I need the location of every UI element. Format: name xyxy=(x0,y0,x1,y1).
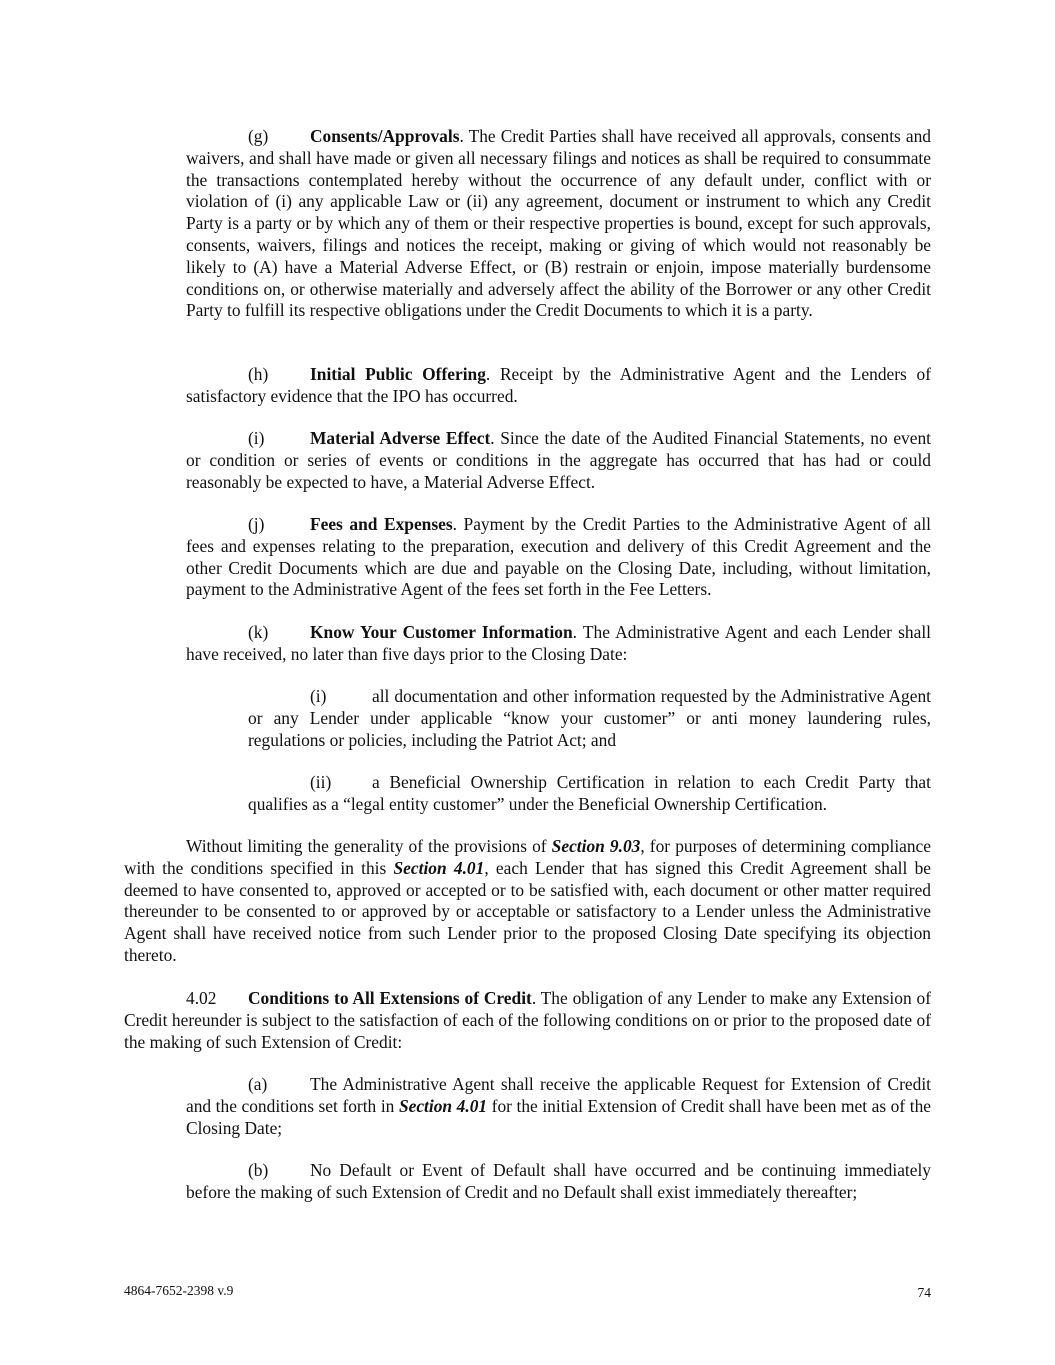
paragraph-heading: Know Your Customer Information xyxy=(310,622,573,642)
section-reference: Section 4.01 xyxy=(398,1095,488,1116)
paragraph-text: . The Credit Parties shall have received all approvals, consents and waivers, and shall have made or given all necessary filings and notices as shall be required to consummate the transactions contemplated hereby without the occurrence of any default under, conflict with or violation of (i) any applicable Law or (ii) any agreement, document or instrument to which any Credit Party is a party or by which any of them or their respective properties is bound, except for such approvals, consents, waivers, filings and notices the receipt, making or giving of which would not reasonably be likely to (A) have a Material Adverse Effect, or (B) restrain or enjoin, impose materially burdensome conditions on, or otherwise materially and adversely affect the ability of the Borrower or any other Credit Party to fulfill its respective obligations under the Credit Documents to which it is a party. xyxy=(186,126,931,321)
paragraph-closing xyxy=(124,836,931,967)
paragraph-heading: Material Adverse Effect xyxy=(310,428,491,448)
paragraph-a xyxy=(186,1074,931,1139)
paragraph-k-ii xyxy=(248,772,931,816)
paragraph-heading: Fees and Expenses xyxy=(310,514,453,534)
paragraph-label: (g) xyxy=(248,126,269,146)
section-reference: Section 4.01 xyxy=(393,857,485,878)
paragraph-text: for the initial Extension of Credit shall have been met as of the Closing Date; xyxy=(186,1095,931,1138)
paragraph-label: (j) xyxy=(248,514,265,534)
paragraph-label: (i) xyxy=(310,686,327,706)
paragraph-label: (h) xyxy=(248,364,269,384)
paragraph-text: , each Lender that has signed this Credit Agreement shall be deemed to have consented to, approved or accepted or to be satisfied with, each document or other matter required thereunder to be consented to or approved by or acceptable or satisfactory to a Lender unless the Administrative Agent shall have received notice from such Lender prior to the proposed Closing Date specifying its objection thereto. xyxy=(124,857,932,965)
paragraph-label: (i) xyxy=(248,428,265,448)
paragraph-text: . Payment by the Credit Parties to the Administrative Agent of all fees and expenses relating to the preparation, execution and delivery of this Credit Agreement and the other Credit Documents which are due and payable on the Closing Date, including, without limitation, payment to the Administrative Agent of the fees set forth in the Fee Letters. xyxy=(186,514,931,600)
paragraph-text: Without limiting the generality of the provisions of xyxy=(186,836,552,856)
section-4-02 xyxy=(124,988,931,1053)
paragraph-k-i xyxy=(248,686,931,751)
paragraph-label: (k) xyxy=(248,622,269,642)
paragraph-text: The Administrative Agent shall receive the applicable Request for Extension of Credit and the conditions set forth in xyxy=(186,1074,931,1116)
paragraph-h xyxy=(186,364,931,408)
section-reference: Section 9.03 xyxy=(551,836,641,856)
paragraph-text: . Receipt by the Administrative Agent and the Lenders of satisfactory evidence that the IPO has occurred. xyxy=(186,364,931,406)
paragraph-j xyxy=(186,514,931,601)
paragraph-label: (b) xyxy=(248,1160,269,1180)
paragraph-label: (a) xyxy=(248,1074,268,1094)
paragraph-text: , for purposes of determining compliance with the conditions specified in this xyxy=(124,836,931,878)
paragraph-k xyxy=(186,622,931,666)
paragraph-heading: Consents/Approvals xyxy=(310,126,460,146)
paragraph-text: . Since the date of the Audited Financial Statements, no event or condition or series of events or conditions in the aggregate has occurred that has had or could reasonably be expected to have, a Material Adverse Effect. xyxy=(186,428,931,492)
footer-document-id: 4864-7652-2398 v.9 xyxy=(124,1283,234,1298)
paragraph-text: a Beneficial Ownership Certification in relation to each Credit Party that qualifies as a “legal entity customer” under the Beneficial Ownership Certification. xyxy=(248,772,931,814)
paragraph-text: No Default or Event of Default shall have occurred and be continuing immediately before the making of such Extension of Credit and no Default shall exist immediately thereafter; xyxy=(186,1160,931,1202)
paragraph-text: . The obligation of any Lender to make any Extension of Credit hereunder is subject to the satisfaction of each of the following conditions on or prior to the proposed date of the making of such Extension of Credit: xyxy=(124,988,931,1052)
paragraph-label: (ii) xyxy=(310,772,332,792)
section-number: 4.02 xyxy=(186,988,217,1008)
paragraph-heading: Initial Public Offering xyxy=(310,364,486,384)
paragraph-text: all documentation and other information requested by the Administrative Agent or any Lender under applicable “know your customer” or anti money laundering rules, regulations or policies, including the Patriot Act; and xyxy=(248,686,931,750)
section-heading: Conditions to All Extensions of Credit xyxy=(248,988,532,1008)
paragraph-text: . The Administrative Agent and each Lender shall have received, no later than five days prior to the Closing Date: xyxy=(186,622,931,664)
paragraph-i xyxy=(186,428,931,493)
footer-page-number: 74 xyxy=(917,1285,931,1300)
paragraph-g xyxy=(186,126,931,322)
paragraph-b xyxy=(186,1160,931,1204)
